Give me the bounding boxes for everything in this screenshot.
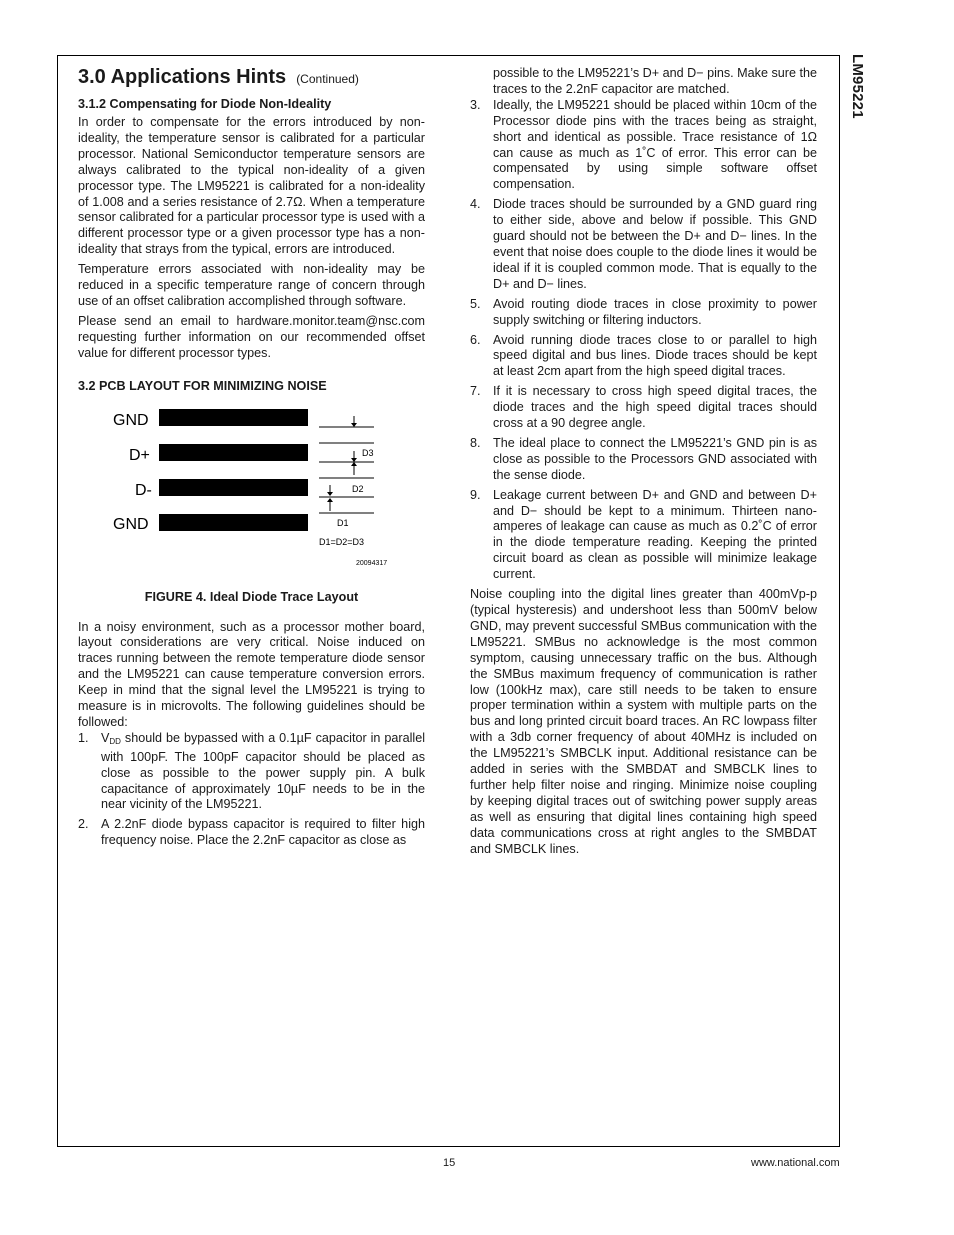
guideline-item — [470, 488, 817, 583]
guideline-item — [78, 817, 425, 849]
guideline-item — [470, 197, 817, 292]
subsection-heading-32: 3.2 PCB LAYOUT FOR MINIMIZING NOISE — [78, 378, 327, 393]
item-number: 4. — [470, 197, 481, 212]
continued-item-2: possible to the LM95221’s D+ and D− pins. Make sure the traces to the 2.2nF capacitor are matched. — [493, 66, 817, 96]
part-number-tab: LM95221 — [849, 54, 866, 119]
label-dplus: D+ — [129, 446, 150, 464]
continued-label: (Continued) — [296, 72, 359, 86]
item-text: Diode traces should be surrounded by a GND guard ring to either side, above and below if possible. This GND guard should not be between the D+ and D− lines. In the event that noise does couple to the diode lines it would be ideal if it is coupled common mode. That is equally to the D+ and D− lines. — [493, 197, 817, 291]
label-dminus: D- — [135, 481, 152, 499]
label-gnd-bottom: GND — [113, 515, 149, 533]
label-d-equal: D1=D2=D3 — [319, 536, 365, 547]
paragraph-non-ideality: In order to compensate for the errors introduced by non-ideality, the temperature sensor is calibrated for a particular processor. National Semiconductor temperature sensors are always calibrated to the typical non-ideality of a given processor type. The LM95221 is calibrated for a non-ideality of 1.008 and a series resistance of 2.7Ω. When a temperature sensor calibrated for a particular processor type is used with a different processor type or a given processor type has a non-ideality that strays from the typical, errors are introduced. — [78, 115, 425, 257]
footer-website: www.national.com — [751, 1157, 840, 1169]
guideline-item — [78, 731, 425, 814]
trace-dplus — [159, 444, 308, 461]
guideline-item — [470, 384, 817, 432]
item-text: Avoid routing diode traces in close proximity to power supply switching or filtering inductors. — [493, 296, 817, 327]
trace-gnd-bottom — [159, 514, 308, 531]
side-tab — [846, 54, 868, 124]
item-number: 7. — [470, 384, 481, 399]
item-number: 9. — [470, 487, 481, 502]
figure-diode-trace-layout — [78, 404, 425, 590]
item-number: 3. — [470, 97, 481, 112]
item-number: 1. — [78, 730, 89, 745]
item-text: should be bypassed with a 0.1µF capacitor in parallel with 100pF. The 100pF capacitor should be placed as close as possible to the power supply pin. A bulk capacitance of approximately 10µF needs to be in the near vicinity of the LM95221. — [101, 730, 425, 812]
section-title — [78, 64, 425, 92]
page-number: 15 — [443, 1157, 456, 1169]
item-text: The ideal place to connect the LM95221’s GND pin is as close as possible to the Processors GND associated with the sense diode. — [493, 435, 817, 482]
paragraph-noise-coupling: Noise coupling into the digital lines greater than 400mVp-p (typical hysteresis) and undershoot less than 500mV below GND, may prevent successful SMBus communication with the LM95221. SMBus no acknowledge is the most common symptom, causing unnecessary traffic on the bus. Although the SMBus maximum frequency of communication is rather low (100kHz max), care still needs to be taken to ensure proper termination within a system with multiple parts on the bus and long printed circuit board traces. An RC lowpass filter with a 3db corner frequency of about 40MHz is included on the LM95221’s SMBCLK input. Additional resistance can be added in series with the SMBDAT and SMBCLK lines to further help filter noise and ringing. Minimize noise coupling by keeping digital traces out of switching power supply areas as well as ensuring that digital lines containing high speed data communications cross at right angles to the SMBDAT and SMBCLK lines. — [470, 587, 817, 856]
label-gnd-top: GND — [113, 411, 149, 429]
label-d2: D2 — [352, 483, 364, 494]
item-text: Leakage current between D+ and GND and between D+ and D− should be kept to a minimum. Thirteen nano-amperes of leakage can cause as much as 0.2˚C of error in the diode temperature reading. Keeping the printed circuit board as clean as possible will minimize leakage current. — [493, 487, 817, 582]
vdd-v: V — [101, 730, 110, 745]
label-d1: D1 — [337, 517, 349, 528]
item-number: 8. — [470, 435, 481, 450]
guideline-item — [470, 436, 817, 484]
item-text: Ideally, the LM95221 should be placed within 10cm of the Processor diode pins with the traces being as straight, short and identical as possible. Trace resistance of 1Ω can cause as much as 1˚C of error. This error can be compensated by using simple software offset compensation. — [493, 97, 817, 192]
subsection-heading-312: 3.1.2 Compensating for Diode Non-Ideality — [78, 97, 332, 111]
left-column — [78, 64, 425, 853]
paragraph-noisy-environment: In a noisy environment, such as a processor mother board, layout considerations are very critical. Noise induced on traces running between the remote temperature diode sensor and the LM95221 can cause temperature conversion errors. Keep in mind that the signal level the LM95221 is trying to measure is in microvolts. The following guidelines should be followed: — [78, 619, 425, 729]
item-number: 2. — [78, 817, 89, 832]
item-text: Avoid running diode traces close to or parallel to high speed digital and bus lines. Diode traces should be kept at least 2cm apart from the high speed digital traces. — [493, 332, 817, 379]
item-number: 6. — [470, 332, 481, 347]
guideline-item — [470, 98, 817, 193]
paragraph-offset: Temperature errors associated with non-ideality may be reduced in a specific temperature range of concern through use of an offset calibration accomplished through software. — [78, 262, 425, 308]
figure-code: 20094317 — [356, 559, 388, 567]
section-title-text: 3.0 Applications Hints — [78, 66, 287, 88]
item-text: If it is necessary to cross high speed digital traces, the diode traces and the high speed digital traces should cross at a 90 degree angle. — [493, 384, 817, 431]
item-text: A 2.2nF diode bypass capacitor is required to filter high frequency noise. Place the 2.2nF capacitor as close as — [101, 817, 425, 848]
paragraph-email: Please send an email to hardware.monitor.team@nsc.com requesting further information on our recommended offset value for different processor types. — [78, 313, 425, 360]
guideline-list-right — [470, 98, 817, 583]
figure-caption: FIGURE 4. Ideal Diode Trace Layout — [144, 589, 359, 604]
item-number: 5. — [470, 296, 481, 311]
guideline-list-left — [78, 731, 425, 849]
trace-dminus — [159, 479, 308, 496]
trace-layout-diagram — [78, 404, 425, 590]
guideline-item — [470, 297, 817, 329]
vdd-subscript: DD — [109, 736, 121, 746]
right-column — [470, 66, 817, 858]
label-d3: D3 — [362, 447, 374, 458]
trace-gnd-top — [159, 409, 308, 426]
guideline-item — [470, 333, 817, 381]
